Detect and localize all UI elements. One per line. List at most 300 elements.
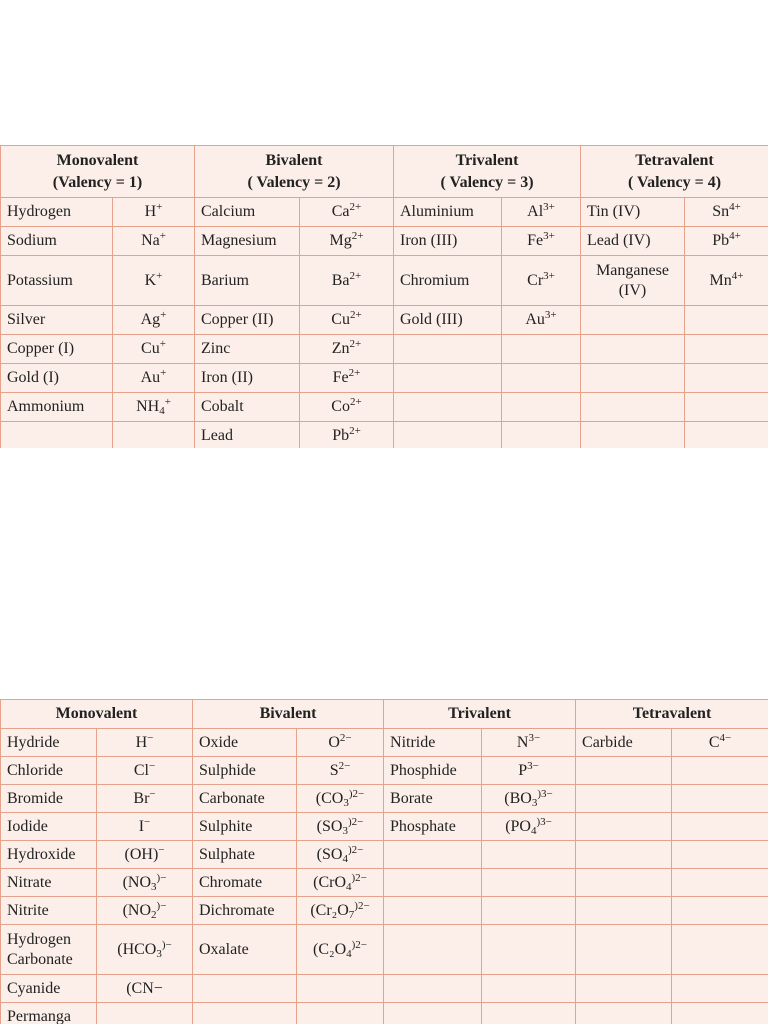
ion-name-cell [581,306,685,335]
ion-name-cell [1,422,113,449]
ion-symbol-cell [672,897,768,925]
ion-name-cell [394,335,502,364]
ion-name-cell [576,869,672,897]
ion-name-cell [394,198,502,227]
ion-symbol: (Cr₂O [310,901,349,919]
ion-subscript: 3 [156,947,162,960]
ion-symbol-cell [672,813,768,841]
ion-symbol-cell [685,306,768,335]
ion-charge: 4+ [729,201,741,213]
ion-symbol-cell [672,869,768,897]
ion-charge: + [159,230,166,242]
ion-symbol: (CN− [126,979,163,997]
ion-symbol: Au [140,369,161,386]
table-row [1,227,768,256]
ion-symbol: Fe [527,232,544,249]
ion-name-cell [384,925,482,975]
ion-symbol-cell [482,729,576,757]
ion-charge: − [147,731,154,744]
ion-subscript: 4 [342,852,348,865]
ion-symbol: H [144,203,157,220]
table-row [1,729,768,757]
ion-name: Cyanide [7,979,61,997]
ion-symbol-cell [113,335,195,364]
ion-subscript: 4 [159,405,165,417]
ion-name-cell [1,813,97,841]
ion-name-cell [193,757,297,785]
ion-charge: 2+ [349,425,361,437]
ion-name-cell [193,897,297,925]
ion-name: Dichromate [199,901,275,919]
ion-charge: + [160,367,167,379]
ion-name: Manganese (IV) [596,261,669,299]
ion-symbol: Cr [527,271,544,289]
ion-symbol: Mn [709,271,732,289]
ion-name-cell [1,393,113,422]
ion-symbol-cell [672,785,768,813]
ion-name-cell [581,422,685,449]
ion-name: Phosphate [390,817,456,835]
ion-symbol: Mg [329,232,352,249]
ion-symbol: Zn [331,340,350,357]
ion-charge: )− [156,871,167,884]
ion-symbol-cell [300,306,394,335]
ion-symbol-cell [297,813,384,841]
ion-symbol-cell [685,227,768,256]
table-row [1,364,768,393]
ion-symbol-cell [297,757,384,785]
ion-symbol-cell [113,306,195,335]
ion-symbol-cell [672,975,768,1003]
ion-name: Chloride [7,761,63,779]
ion-name-cell [1,869,97,897]
ion-charge: 2+ [349,309,362,321]
ion-symbol-cell [502,335,581,364]
ion-name: Oxide [199,733,239,751]
ion-symbol-cell [113,364,195,393]
table-row [1,393,768,422]
ion-charge: 2+ [349,269,362,282]
ion-name: Copper (I) [7,340,75,357]
ion-charge: )2− [347,843,364,856]
ion-symbol: (C₂O [313,940,347,958]
ion-symbol-cell [113,393,195,422]
ion-symbol-cell [97,785,193,813]
ion-charge: − [144,815,151,828]
ion-name: Zinc [201,340,231,357]
ion-name-cell [576,897,672,925]
ion-name-cell [1,364,113,393]
ion-symbol: Pb [712,232,730,249]
table-row [1,1003,768,1024]
ion-charge: )2− [348,787,365,800]
ion-name-cell [581,227,685,256]
ion-symbol-cell [97,975,193,1003]
ion-symbol-cell [97,869,193,897]
ion-charge: )3− [537,787,553,800]
header-monovalent: Monovalent (Valency = 1) [1,146,195,198]
ion-name-cell [1,757,97,785]
ion-name: Nitride [390,733,436,751]
ion-name-cell [193,975,297,1003]
ion-charge: 2− [339,731,352,744]
ion-symbol-cell [113,198,195,227]
ion-name: Tin (IV) [587,203,641,220]
ion-symbol-cell [482,925,576,975]
ion-name: Ammonium [7,398,85,415]
ion-name-cell [576,729,672,757]
ion-name-cell [195,422,300,449]
ion-symbol-cell [297,897,384,925]
ion-symbol-cell [672,729,768,757]
ion-symbol-cell [97,925,193,975]
ion-name-cell [384,869,482,897]
ion-charge: 2+ [349,396,362,408]
ion-symbol-cell [297,841,384,869]
ion-symbol-cell [672,841,768,869]
ion-symbol: Ca [331,203,350,220]
ion-symbol: Ag [140,311,161,328]
table-row [1,975,768,1003]
ion-name-cell [1,335,113,364]
ion-name-cell [1,306,113,335]
ion-charge: )2− [351,871,367,884]
ion-name-cell [193,925,297,975]
ion-charge: + [159,338,166,350]
ion-symbol: Cl [133,761,149,779]
ion-charge: )− [156,899,167,912]
table-row [1,256,768,306]
ion-symbol-cell [300,198,394,227]
ion-symbol: NH [136,398,160,415]
header-bivalent: Bivalent ( Valency = 2) [195,146,394,198]
ion-subscript: 7 [348,908,355,921]
ion-name-cell [384,975,482,1003]
ion-symbol: (NO [122,901,152,919]
ion-charge: )2− [347,815,364,828]
ion-symbol-cell [482,757,576,785]
ion-symbol-cell [297,869,384,897]
ion-name-cell [394,393,502,422]
ion-symbol-cell [300,256,394,306]
ion-charge: 3+ [544,309,557,321]
ion-name: Phosphide [390,761,457,779]
ion-name-cell [193,813,297,841]
ion-name-cell [384,897,482,925]
ion-symbol-cell [482,813,576,841]
ion-charge: 3+ [543,230,555,242]
ion-charge: − [149,787,156,800]
ion-name-cell [195,393,300,422]
ion-symbol-cell [502,198,581,227]
ion-symbol-cell [113,422,195,449]
ion-symbol: S [329,761,339,779]
ion-charge: )2− [351,938,368,951]
ion-name: Calcium [201,203,256,220]
ion-name: Nitrite [7,901,49,919]
ion-symbol-cell [300,227,394,256]
ion-symbol-cell [672,757,768,785]
ion-name: Hydrogen Carbonate [7,930,73,968]
ion-symbol-cell [482,1003,576,1024]
ion-name: Chromium [400,271,470,289]
ion-name: Gold (III) [400,311,463,328]
ion-name: Iron (III) [400,232,458,249]
ion-symbol-cell [502,306,581,335]
ion-charge: + [156,201,163,213]
ion-name-cell [1,897,97,925]
ion-name-cell [1,785,97,813]
ion-charge: 2+ [349,338,362,350]
ion-name-cell [193,869,297,897]
ion-symbol-cell [297,975,384,1003]
ion-charge: − [158,843,165,856]
ion-symbol: Cu [141,340,160,357]
ion-charge: 4+ [731,269,744,282]
ion-symbol-cell [685,256,768,306]
ion-name-cell [195,364,300,393]
ion-name-cell [394,422,502,449]
ion-name-cell [581,335,685,364]
ion-subscript: 3 [342,824,348,837]
ion-name: Sulphide [199,761,256,779]
ion-name: Lead [201,427,233,444]
ion-symbol: (CrO [313,873,347,891]
ion-name: Iodide [7,817,48,835]
cation-valency-table-container [0,145,768,448]
ion-name-cell [1,227,113,256]
ion-name-cell [193,729,297,757]
ion-name: Permanga [7,1007,71,1024]
ion-symbol: Au [525,311,545,328]
ion-name: Gold (I) [7,369,59,386]
ion-symbol-cell [482,897,576,925]
ion-name-cell [384,841,482,869]
ion-symbol-cell [300,393,394,422]
ion-symbol-cell [97,841,193,869]
ion-name-cell [384,729,482,757]
table-row [1,198,768,227]
ion-name-cell [576,975,672,1003]
ion-subscript: 2 [151,908,157,921]
ion-name-cell [576,813,672,841]
table-row [1,757,768,785]
ion-name-cell [1,256,113,306]
ion-charge: 2+ [349,201,362,213]
ion-name-cell [581,256,685,306]
ion-charge: 2+ [348,367,361,379]
ion-symbol-cell [685,422,768,449]
ion-name-cell [1,975,97,1003]
ion-name-cell [394,227,502,256]
ion-symbol-cell [672,925,768,975]
ion-name: Copper (II) [201,311,274,328]
ion-symbol: N [516,733,529,751]
ion-symbol-cell [502,393,581,422]
ion-name: Aluminium [400,203,474,220]
ion-charge: + [160,309,167,321]
anion-valency-table [0,699,768,1024]
ion-name: Lead (IV) [587,232,651,249]
ion-name: Carbonate [199,789,265,807]
table-row [1,306,768,335]
ion-subscript: 3 [531,796,538,809]
ion-subscript: 4 [530,824,537,837]
ion-symbol-cell [482,841,576,869]
ion-charge: 3− [527,759,539,772]
ion-symbol: Sn [712,203,730,220]
header-monovalent: Monovalent [1,700,193,729]
table-row [1,813,768,841]
header-tetravalent: Tetravalent ( Valency = 4) [581,146,768,198]
ion-name: Hydrogen [7,203,71,220]
ion-charge: + [164,396,171,408]
ion-name-cell [1,729,97,757]
ion-symbol-cell [502,227,581,256]
ion-symbol-cell [300,364,394,393]
ion-charge: 4− [719,731,732,744]
ion-name-cell [576,785,672,813]
ion-name-cell [394,256,502,306]
ion-name: Iron (II) [201,369,253,386]
cation-valency-table [0,145,768,448]
ion-symbol: (HCO [117,940,157,958]
ion-name-cell [195,198,300,227]
ion-charge: + [156,269,163,282]
ion-name-cell [1,198,113,227]
ion-name-cell [576,925,672,975]
ion-name-cell [581,198,685,227]
ion-symbol: Na [141,232,160,249]
ion-symbol-cell [297,729,384,757]
table-row [1,841,768,869]
ion-name: Magnesium [201,232,277,249]
table-row [1,422,768,449]
ion-name-cell [193,841,297,869]
ion-name-cell [193,785,297,813]
ion-symbol-cell [300,422,394,449]
ion-symbol: (OH) [124,845,159,863]
ion-symbol-cell [685,364,768,393]
ion-symbol-cell [482,975,576,1003]
ion-name-cell [394,364,502,393]
header-trivalent: Trivalent ( Valency = 3) [394,146,581,198]
ion-name: Barium [201,271,249,289]
ion-name-cell [581,393,685,422]
ion-symbol-cell [113,227,195,256]
ion-name-cell [576,841,672,869]
ion-name-cell [384,813,482,841]
ion-symbol: H [135,733,148,751]
ion-charge: 2+ [351,230,364,242]
ion-name-cell [195,335,300,364]
ion-charge: 4+ [729,230,741,242]
ion-subscript: 3 [343,796,349,809]
ion-name-cell [384,785,482,813]
ion-symbol: (PO [505,817,531,835]
ion-name: Hydroxide [7,845,76,863]
ion-symbol: Pb [332,427,350,444]
ion-name: Chromate [199,873,263,891]
ion-symbol: (BO [504,789,532,807]
ion-name-cell [394,306,502,335]
ion-name-cell [195,227,300,256]
table-row [1,785,768,813]
header-tetravalent: Tetravalent [576,700,768,729]
ion-symbol: Cu [331,311,350,328]
ion-symbol-cell [685,393,768,422]
ion-name-cell [195,306,300,335]
table-row [1,869,768,897]
ion-symbol-cell [113,256,195,306]
ion-name-cell [581,364,685,393]
ion-symbol-cell [685,198,768,227]
ion-symbol: Ba [331,271,350,289]
ion-charge: − [148,759,156,772]
ion-name-cell [384,757,482,785]
ion-symbol-cell [482,785,576,813]
ion-name-cell [195,256,300,306]
ion-symbol-cell [297,925,384,975]
ion-name: Oxalate [199,940,249,958]
ion-symbol: (CO [315,789,344,807]
ion-charge: )− [161,938,172,951]
ion-subscript: 3 [151,880,157,893]
ion-symbol-cell [97,757,193,785]
ion-symbol: I [138,817,145,835]
ion-name: Silver [7,311,46,328]
ion-name: Sulphite [199,817,253,835]
ion-symbol-cell [97,813,193,841]
ion-symbol-cell [300,335,394,364]
ion-name-cell [576,1003,672,1024]
ion-symbol-cell [97,729,193,757]
ion-charge: 2− [338,759,351,772]
ion-symbol-cell [672,1003,768,1024]
ion-name: Potassium [7,271,73,289]
ion-charge: 3− [528,731,541,744]
ion-name: Borate [390,789,433,807]
ion-symbol-cell [297,1003,384,1024]
ion-name: Sulphate [199,845,255,863]
ion-symbol-cell [297,785,384,813]
ion-symbol-cell [502,422,581,449]
ion-name-cell [193,1003,297,1024]
ion-name-cell [1,1003,97,1024]
ion-name: Carbide [582,733,633,751]
ion-symbol: Br [133,789,150,807]
ion-charge: 3+ [543,269,555,282]
ion-name: Nitrate [7,873,52,891]
ion-symbol-cell [482,869,576,897]
anion-valency-table-container [0,699,768,1024]
ion-symbol: P [518,761,528,779]
ion-subscript: 4 [346,880,352,893]
ion-symbol: (SO [316,845,343,863]
table-row [1,335,768,364]
ion-symbol-cell [97,897,193,925]
header-bivalent: Bivalent [193,700,384,729]
ion-symbol-cell [685,335,768,364]
ion-charge: )2− [354,899,370,912]
ion-name-cell [576,757,672,785]
ion-symbol: Co [331,398,350,415]
ion-charge: )3− [536,815,552,828]
ion-symbol: Fe [332,369,349,386]
ion-symbol: (SO [316,817,343,835]
ion-name-cell [1,841,97,869]
ion-symbol-cell [502,364,581,393]
